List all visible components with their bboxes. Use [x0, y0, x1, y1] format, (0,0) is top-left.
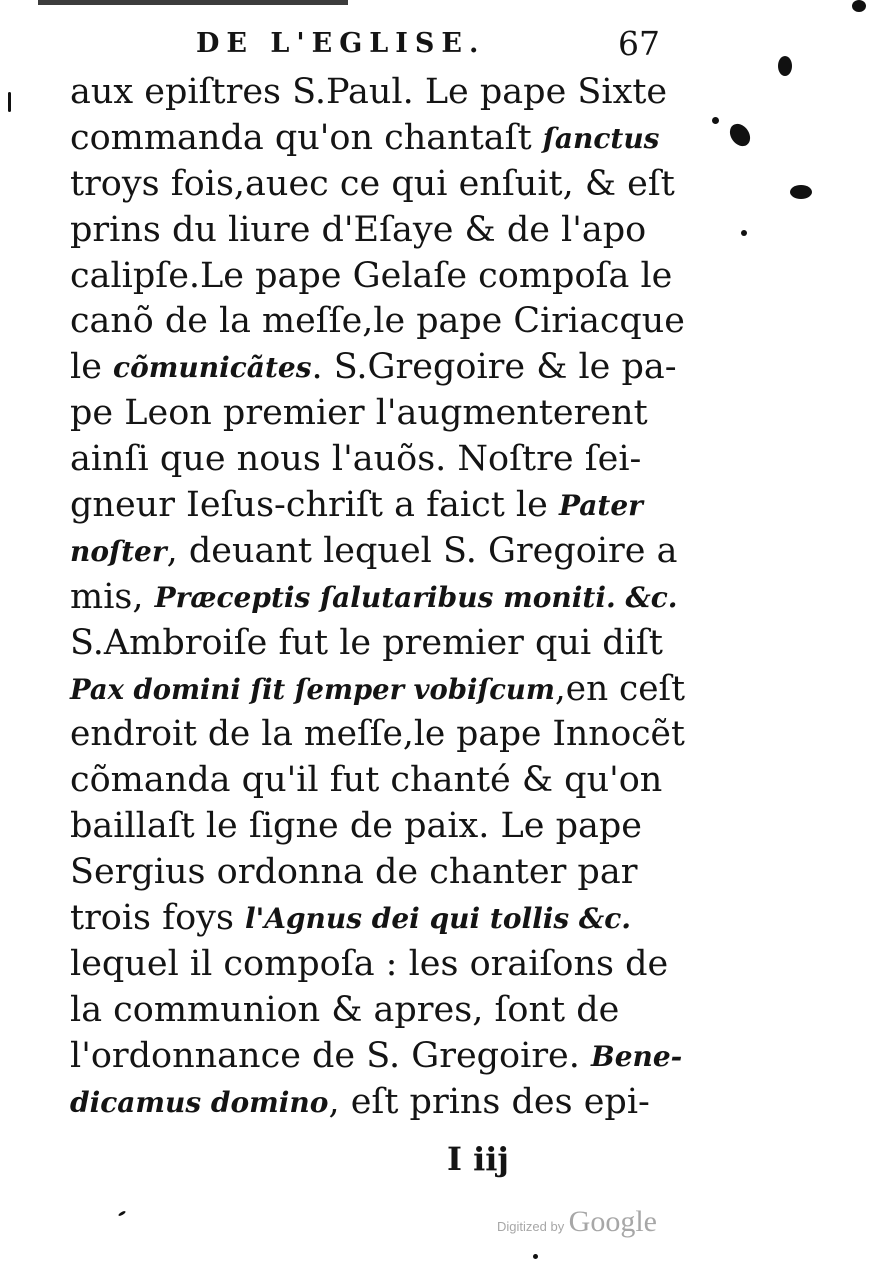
text-line — [70, 988, 685, 1034]
body-text — [70, 70, 685, 1125]
text-segment: S.Ambroiſe fut le premier qui diſt — [70, 622, 663, 663]
ink-blot — [8, 92, 11, 112]
latin-italic-phrase: Pax domini ſit ſemper vobiſcum — [70, 672, 555, 706]
text-segment: gneur Ieſus-chriſt a faict le — [70, 485, 559, 526]
ink-blot — [852, 0, 866, 12]
latin-italic-phrase: ſanctus — [542, 121, 660, 155]
text-segment: pe Leon premier l'augmenterent — [70, 393, 648, 434]
text-line — [70, 804, 685, 850]
top-edge-rule — [38, 0, 348, 5]
google-logo: Google — [568, 1205, 657, 1238]
text-line — [70, 299, 683, 345]
text-segment: cõmanda qu'il fut chanté & qu'on — [70, 760, 663, 801]
text-segment: ,en ceſt — [554, 668, 685, 709]
text-segment: l'ordonnance de S. Gregoire. — [70, 1035, 592, 1076]
text-line — [70, 162, 685, 208]
text-line — [70, 529, 685, 575]
text-segment: lequel il compoſa : les oraiſons de — [70, 943, 669, 984]
text-segment: , deuant lequel S. Gregoire a — [166, 530, 678, 571]
text-segment: trois foys — [70, 898, 246, 939]
text-segment: , eſt prins des epi- — [328, 1081, 650, 1122]
watermark-prefix: Digitized by — [497, 1219, 565, 1234]
ink-blot — [533, 1254, 538, 1259]
text-line — [70, 1080, 685, 1126]
ink-blot — [726, 120, 755, 150]
text-line — [70, 667, 685, 713]
text-line — [70, 712, 685, 758]
text-line — [70, 345, 685, 391]
text-segment: baillaſt le ſigne de paix. Le pape — [70, 806, 642, 847]
text-line — [70, 621, 685, 667]
ink-blot — [712, 117, 719, 124]
text-line — [70, 942, 685, 988]
signature-mark: I iij — [447, 1140, 509, 1178]
text-segment: calipſe.Le pape Gelaſe compoſa le — [70, 255, 673, 296]
ink-blot — [790, 185, 812, 199]
text-segment: mis, — [70, 576, 155, 617]
text-line — [70, 70, 685, 116]
text-segment: prins du liure d'Eſaye & de l'apo — [70, 209, 647, 250]
text-line — [70, 850, 685, 896]
running-header: DE L'EGLISE. — [196, 28, 486, 59]
text-line — [70, 208, 685, 254]
text-segment: la communion & apres, ſont de — [70, 989, 620, 1030]
ink-blot — [778, 56, 792, 76]
text-segment: Sergius ordonna de chanter par — [70, 852, 638, 893]
latin-italic-phrase: noſter — [70, 534, 167, 568]
text-line — [70, 758, 685, 804]
latin-italic-phrase: Pater — [558, 489, 643, 523]
latin-italic-phrase: Præceptis ſalutaribus moniti. &c. — [154, 580, 678, 614]
text-line — [70, 1034, 685, 1080]
text-segment: canõ de la meſſe,le pape Ciriacque — [70, 301, 685, 342]
latin-italic-phrase: cõmunicãtes — [113, 351, 312, 385]
text-line — [70, 575, 685, 621]
latin-italic-phrase: dicamus domino — [70, 1085, 329, 1119]
text-line — [70, 391, 685, 437]
text-segment: commanda qu'on chantaſt — [70, 117, 543, 158]
text-line — [70, 437, 685, 483]
page-number: 67 — [618, 24, 660, 63]
digitized-watermark — [497, 1205, 657, 1239]
ink-blot — [118, 1210, 126, 1217]
text-segment: troys fois,auec ce qui enſuit, & eſt — [70, 163, 675, 204]
text-segment: endroit de la meſſe,le pape Innocẽt — [70, 714, 685, 755]
latin-italic-phrase: Bene- — [591, 1039, 683, 1073]
text-line — [70, 896, 685, 942]
text-segment: le — [70, 347, 114, 388]
text-segment: ainſi que nous l'auõs. Noſtre ſei- — [70, 439, 642, 480]
latin-italic-phrase: l'Agnus dei qui tollis &c. — [245, 902, 631, 936]
text-segment: . S.Gregoire & le pa- — [311, 347, 677, 388]
text-line — [70, 483, 685, 529]
ink-blot — [741, 230, 747, 236]
text-segment: aux epiſtres S.Paul. Le pape Sixte — [70, 72, 668, 112]
text-line — [70, 116, 685, 162]
text-line — [70, 254, 685, 300]
